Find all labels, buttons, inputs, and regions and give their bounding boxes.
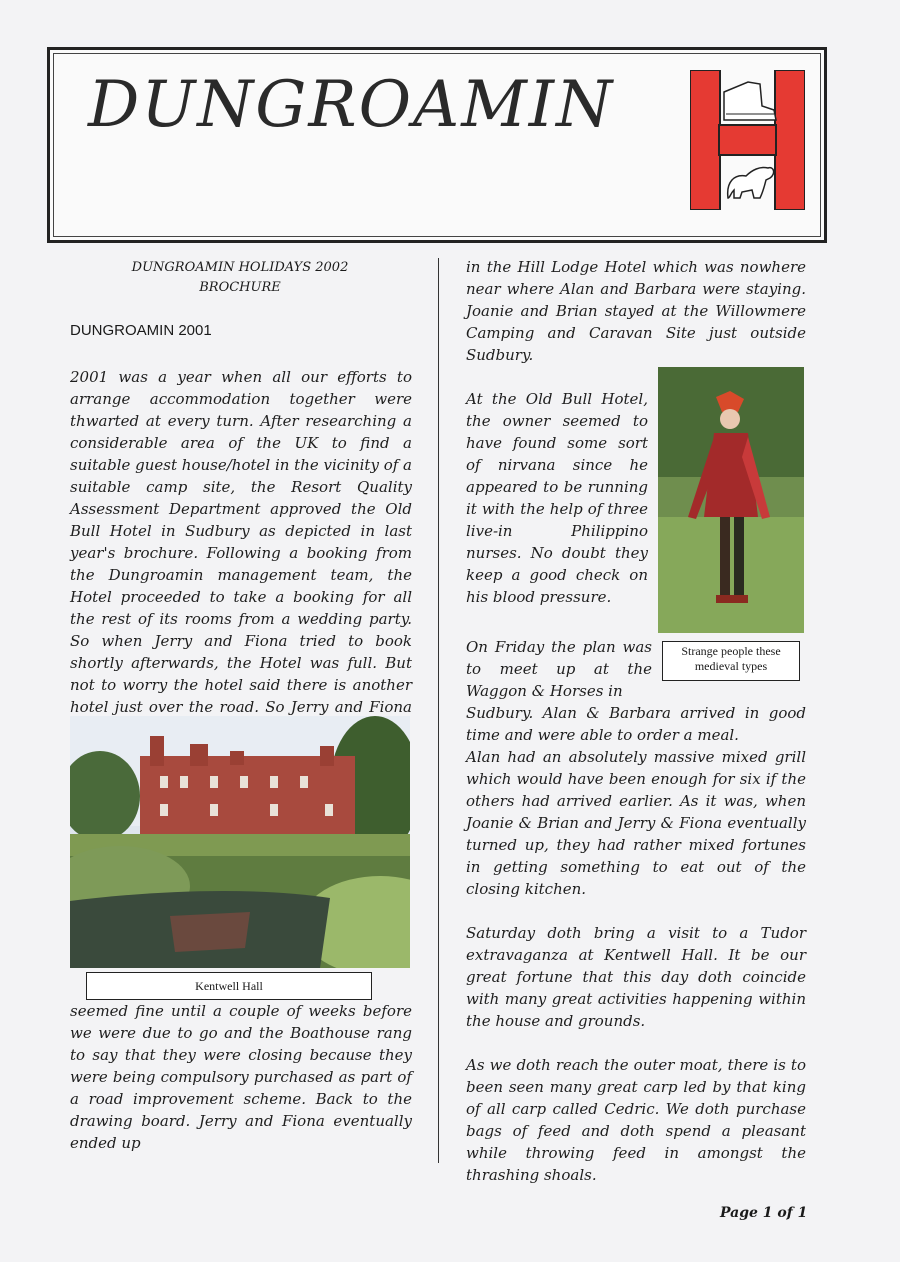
right-paragraph-5: Saturday doth bring a visit to a Tudor extravaganza at Kentwell Hall. It be our great fortune that this day doth coincide with many great activities happening within the house and grounds. bbox=[466, 924, 806, 1030]
page-number: Page 1 of 1 bbox=[720, 1205, 808, 1221]
right-paragraph-2: At the Old Bull Hotel, the owner seemed to have found some sort of nirvana since he appeared to be running it with the help of three live-in Philippino nurses. No doubt they keep a good check on his blood pressure. bbox=[466, 390, 648, 606]
right-paragraph-3a: On Friday the plan was to meet up at the Waggon & Horses in bbox=[466, 638, 652, 700]
right-paragraph-1: in the Hill Lodge Hotel which was nowhere near where Alan and Barbara were staying. Joanie and Brian stayed at the Willowmere Camping and Caravan Site just outside Sudbury. bbox=[466, 258, 806, 364]
kentwell-hall-photo bbox=[70, 716, 410, 968]
right-column-friday-wrap bbox=[466, 636, 652, 702]
masthead-title: DUNGROAMIN bbox=[88, 68, 615, 142]
boot-and-dog-h-logo-icon bbox=[690, 70, 805, 210]
brochure-heading-line2: BROCHURE bbox=[199, 280, 281, 295]
right-paragraph-3b: Sudbury. Alan & Barbara arrived in good time and were able to order a meal. bbox=[466, 704, 806, 744]
left-column-bottom bbox=[70, 1000, 412, 1154]
right-column-middle bbox=[466, 702, 806, 1186]
right-column-top bbox=[466, 256, 806, 366]
brochure-heading bbox=[70, 258, 410, 298]
right-column-jester-wrap bbox=[466, 388, 648, 608]
masthead bbox=[47, 47, 827, 243]
jester-photo bbox=[658, 367, 804, 633]
right-paragraph-4: Alan had an absolutely massive mixed grill which would have been enough for six if the others had arrived earlier. As it was, when Joanie & Brian and Jerry & Fiona eventually turned up, they had rather mixed fortunes in getting something to eat out of the closing kitchen. bbox=[466, 748, 806, 898]
left-paragraph-2: seemed fine until a couple of weeks before we were due to go and the Boathouse rang to say that they were closing because they were being compulsory purchased as part of a road improvement scheme. Back to the drawing board. Jerry and Fiona eventually ended up bbox=[70, 1002, 412, 1152]
section-title: DUNGROAMIN 2001 bbox=[70, 322, 212, 339]
column-divider bbox=[438, 258, 439, 1163]
brochure-heading-line1: DUNGROAMIN HOLIDAYS 2002 bbox=[131, 260, 349, 275]
left-column-top bbox=[70, 366, 412, 740]
jester-caption: Strange people these medieval types bbox=[662, 641, 800, 681]
right-paragraph-6: As we doth reach the outer moat, there is to been seen many great carp led by that king of all carp called Cedric. We doth purchase bags of feed and doth spend a pleasant while throwing feed in amongst the thrashing shoals. bbox=[466, 1056, 806, 1184]
kentwell-hall-caption: Kentwell Hall bbox=[86, 972, 372, 1000]
left-paragraph-1: 2001 was a year when all our efforts to arrange accommodation together were thwarted at every turn. After researching a considerable area of the UK to find a suitable guest house/hotel in the vicinity of a suitable camp site, the Resort Quality Assessment Department approved the Old Bull Hotel in Sudbury as depicted in last year's brochure. Following a booking from the Dungroamin management team, the Hotel proceeded to take a booking for all the rest of its rooms from a wedding party. So when Jerry and Fiona tried to book shortly afterwards, the Hotel was full. But not to worry the hotel said there is another hotel just over the road. So Jerry and Fiona bbox=[70, 368, 412, 716]
